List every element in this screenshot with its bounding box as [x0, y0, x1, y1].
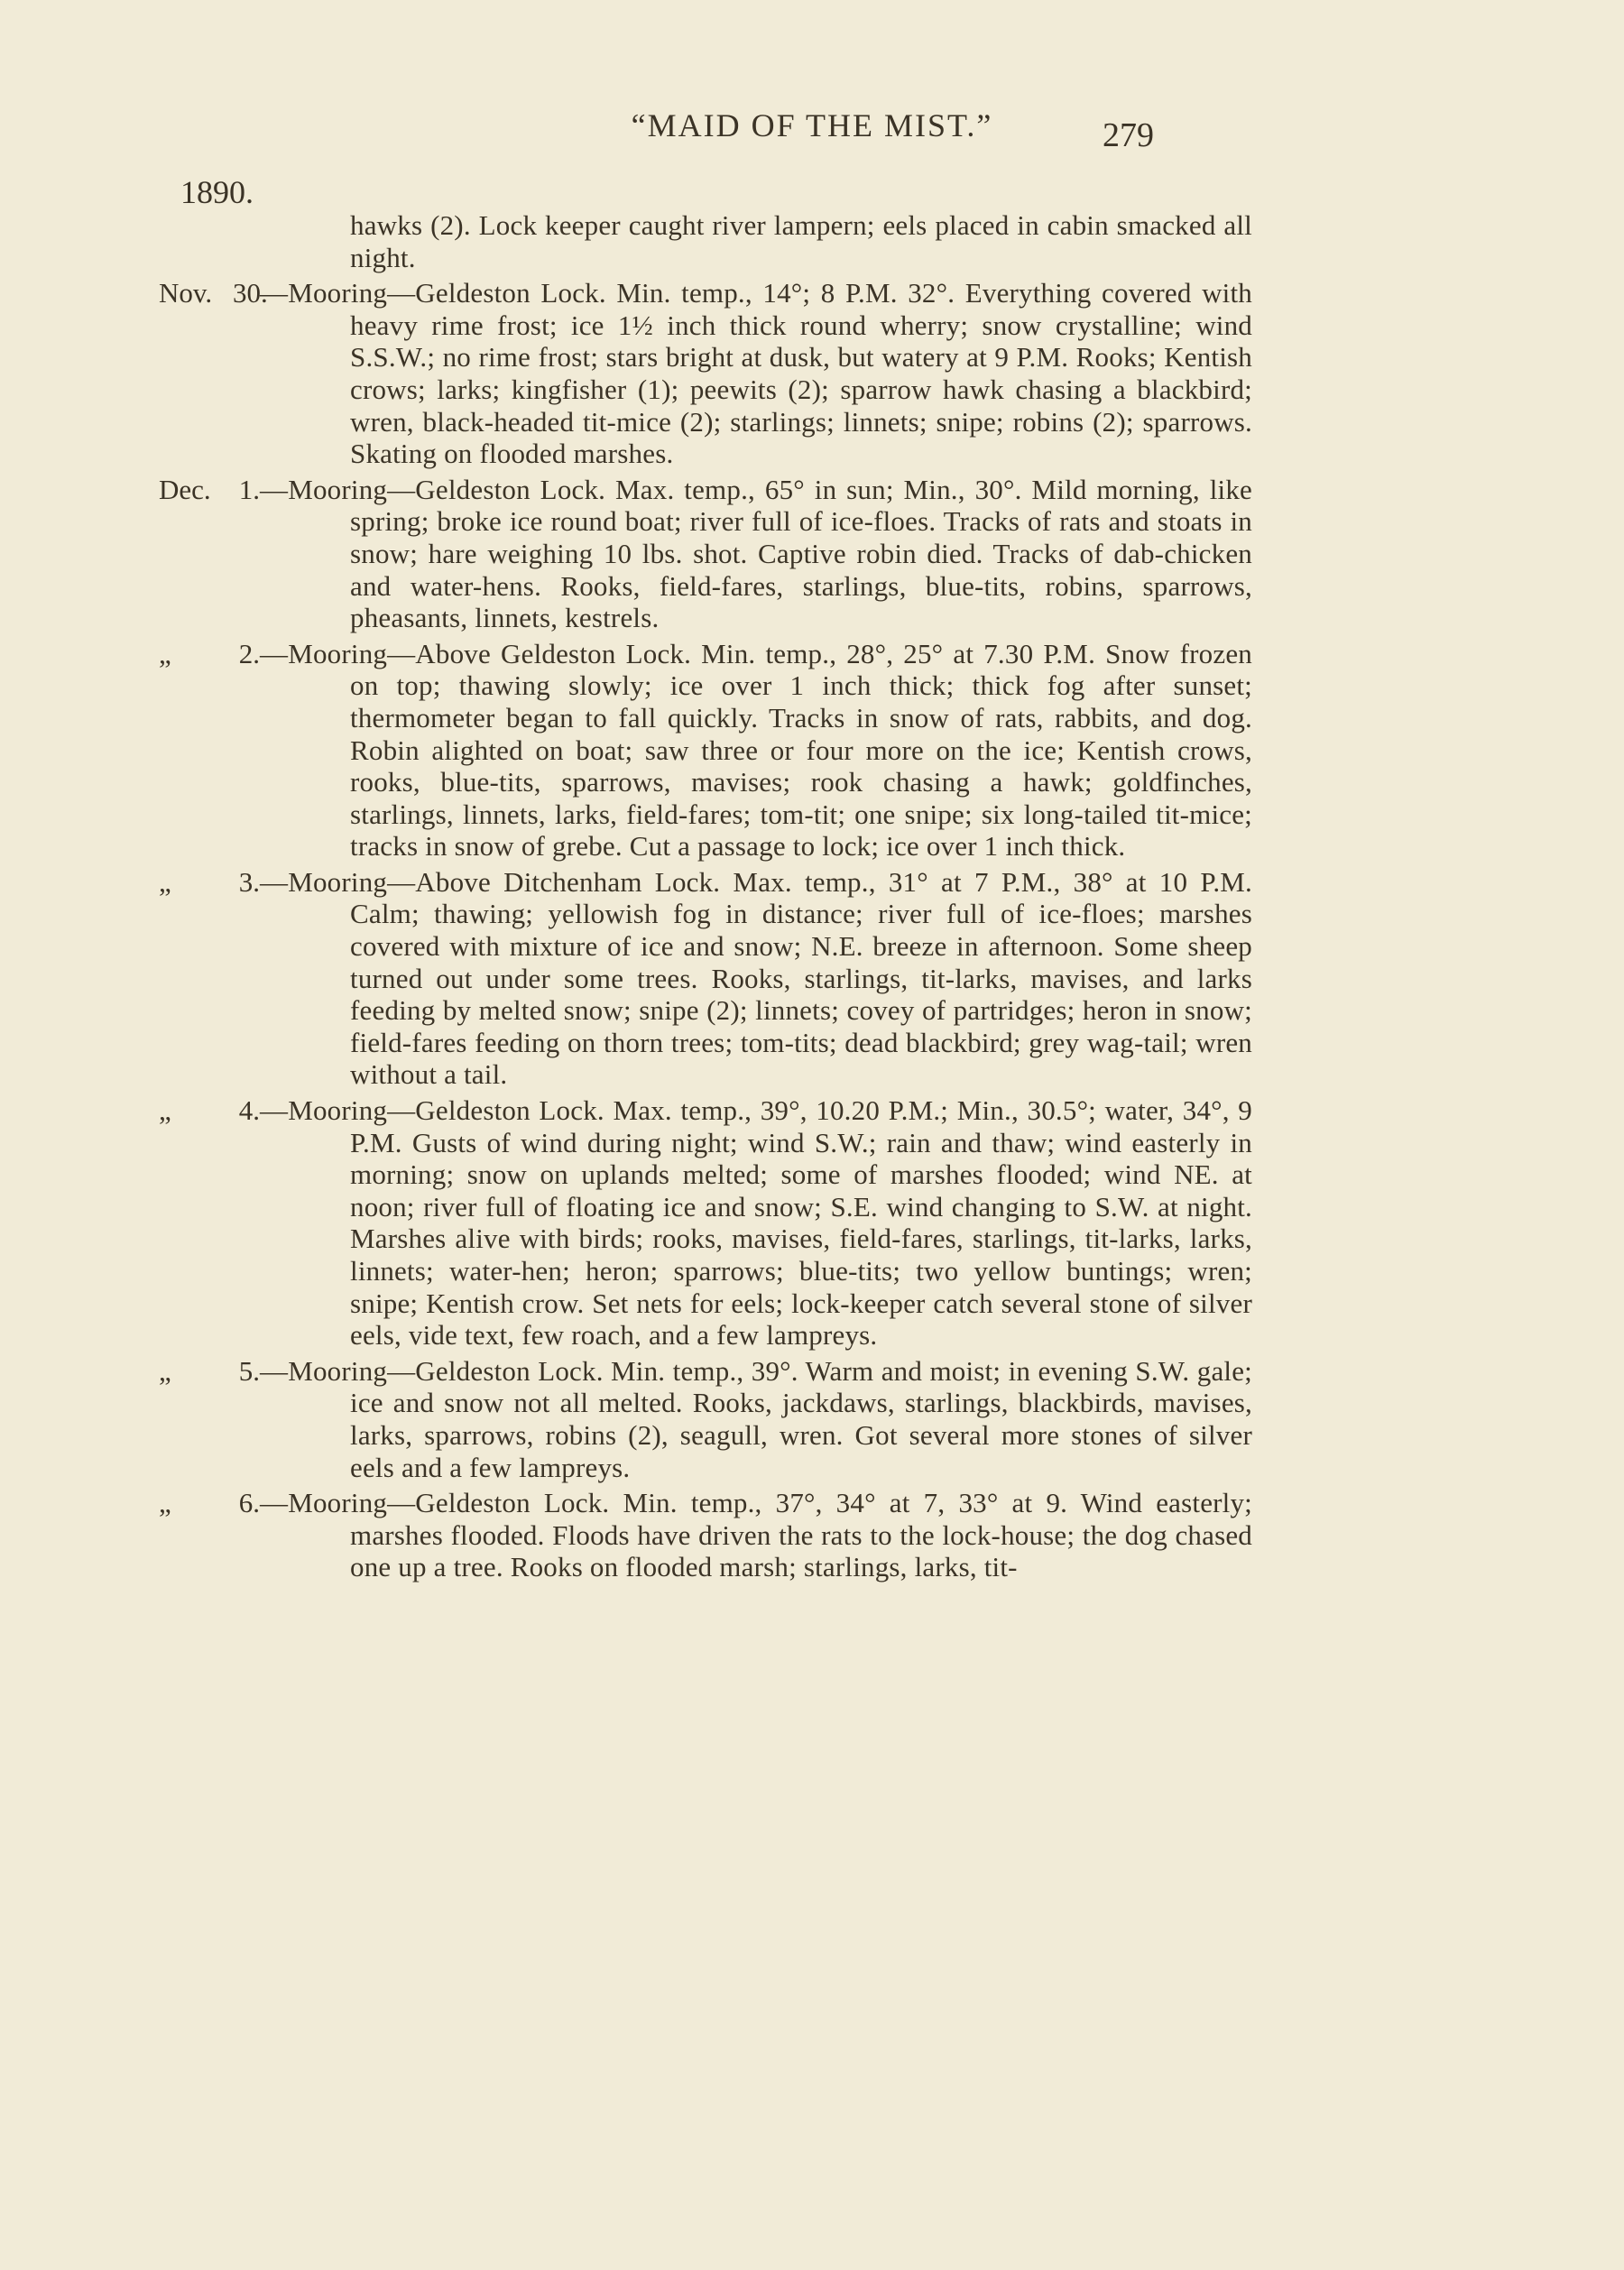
- entry-month: „: [159, 1487, 171, 1519]
- diary-entry-dec-1: [0, 474, 1624, 634]
- entry-text: —Mooring—Geldeston Lock. Min. temp., 39°. Warm and moist; in evening S.W. gale; ice and snow not all melted. Rooks, jackdaws, starlings, blackbirds, mavises, larks, sparrows, robins (2), seagull, wren. Got several more stones of silver eels and a few lampreys.: [260, 1354, 1252, 1483]
- entry-month: Dec.: [159, 473, 211, 505]
- diary-entry-continued: [0, 209, 1624, 273]
- page-number: 279: [1103, 116, 1154, 154]
- diary-entry-dec-2: [0, 638, 1624, 863]
- entry-month: Nov.: [159, 277, 213, 309]
- entry-day: 30.: [233, 277, 268, 309]
- entry-day: 2.: [238, 637, 260, 669]
- entry-day: 3.: [238, 865, 260, 898]
- entry-text: hawks (2). Lock keeper caught river lampern; eels placed in cabin smacked all night.: [350, 209, 1252, 273]
- entry-day: 4.: [238, 1094, 260, 1127]
- diary-entry-dec-3: [0, 866, 1624, 1091]
- running-head: “MAID OF THE MIST.”: [631, 107, 993, 143]
- diary-entry-dec-6: [0, 1487, 1624, 1583]
- entry-month: „: [159, 865, 171, 898]
- year-margin-label: 1890.: [180, 174, 254, 210]
- entry-month: „: [159, 1354, 171, 1387]
- diary-entry-dec-4: [0, 1094, 1624, 1352]
- entry-month: „: [159, 1094, 171, 1127]
- diary-entry-dec-5: [0, 1355, 1624, 1483]
- entry-month: „: [159, 637, 171, 669]
- entry-day: 1.: [238, 473, 260, 505]
- entry-text: —Mooring—Above Geldeston Lock. Min. temp., 28°, 25° at 7.30 P.M. Snow frozen on top; thawing slowly; ice over 1 inch thick; thick fog after sunset; thermometer began to fall quickly. Tracks in snow of rats, rabbits, and dog. Robin alighted on boat; saw three or four more on the ice; Kentish crows, rooks, blue-tits, sparrows, mavises; rook chasing a hawk; goldfinches, starlings, linnets, larks, field-fares; tom-tit; one snipe; six long-tailed tit-mice; tracks in snow of grebe. Cut a passage to lock; ice over 1 inch thick.: [260, 637, 1252, 863]
- entry-text: —Mooring—Geldeston Lock. Max. temp., 65° in sun; Min., 30°. Mild morning, like spring; broke ice round boat; river full of ice-floes. Tracks of rats and stoats in snow; hare weighing 10 lbs. shot. Captive robin died. Tracks of dab-chicken and water-hens. Rooks, field-fares, starlings, blue-tits, robins, sparrows, pheasants, linnets, kestrels.: [260, 473, 1252, 634]
- entry-text: —Mooring—Above Ditchenham Lock. Max. temp., 31° at 7 P.M., 38° at 10 P.M. Calm; thawing; yellowish fog in distance; river full of ice-floes; marshes covered with mixture of ice and snow; N.E. breeze in afternoon. Some sheep turned out under some trees. Rooks, starlings, tit-larks, mavises, and larks feeding by melted snow; snipe (2); linnets; covey of partridges; heron in snow; field-fares feeding on thorn trees; tom-tits; dead blackbird; grey wag-tail; wren without a tail.: [260, 865, 1252, 1091]
- entry-text: —Mooring—Geldeston Lock. Min. temp., 37°, 34° at 7, 33° at 9. Wind easterly; marshes flooded. Floods have driven the rats to the lock-house; the dog chased one up a tree. Rooks on flooded marsh; starlings, larks, tit-: [260, 1487, 1252, 1583]
- entry-day: 6.: [238, 1487, 260, 1519]
- diary-entries: [0, 209, 1624, 1587]
- entry-text: —Mooring—Geldeston Lock. Min. temp., 14°; 8 P.M. 32°. Everything covered with heavy rime frost; ice 1½ inch thick round wherry; snow crystalline; wind S.S.W.; no rime frost; stars bright at dusk, but watery at 9 P.M. Rooks; Kentish crows; larks; kingfisher (1); peewits (2); sparrow hawk chasing a blackbird; wren, black-headed tit-mice (2); starlings; linnets; snipe; robins (2); sparrows. Skating on flooded marshes.: [260, 277, 1252, 470]
- diary-entry-nov-30: [0, 277, 1624, 470]
- entry-day: 5.: [238, 1354, 260, 1387]
- entry-text: —Mooring—Geldeston Lock. Max. temp., 39°, 10.20 P.M.; Min., 30.5°; water, 34°, 9 P.M. Gusts of wind during night; wind S.W.; rain and thaw; wind easterly in morning; snow on uplands melted; some of marshes flooded; wind NE. at noon; river full of floating ice and snow; S.E. wind changing to S.W. at night. Marshes alive with birds; rooks, mavises, field-fares, starlings, tit-larks, larks, linnets; water-hen; heron; sparrows; blue-tits; two yellow buntings; wren; snipe; Kentish crow. Set nets for eels; lock-keeper catch several stone of silver eels, vide text, few roach, and a few lampreys.: [260, 1094, 1252, 1352]
